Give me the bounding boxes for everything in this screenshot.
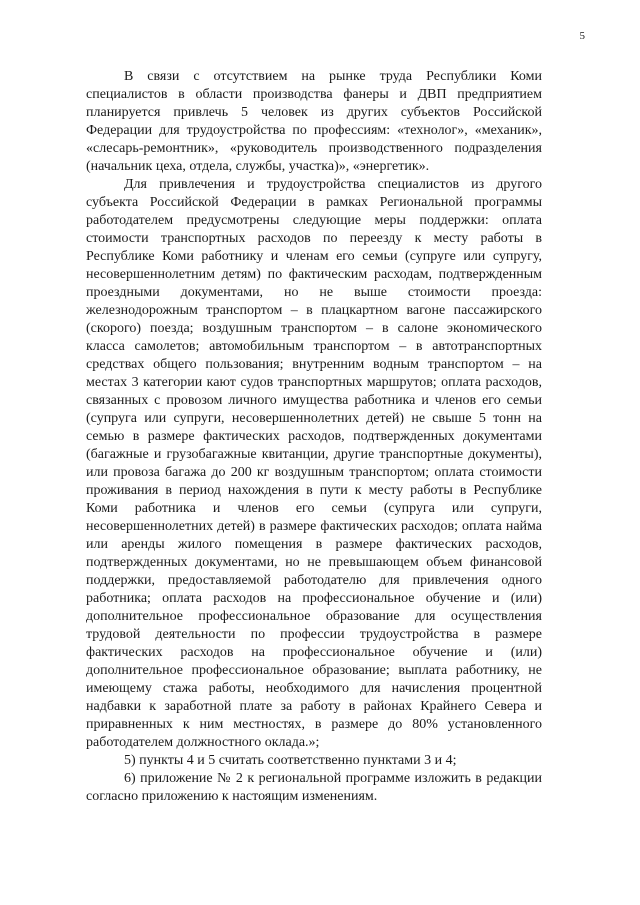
paragraph-specialists-shortage: В связи с отсутствием на рынке труда Республики Коми специалистов в области производства фанеры и ДВП предприятием планируется привлечь 5 человек из других субъектов Российской Федерации для трудоустройства по профессиям: «технолог», «механик», «слесарь-ремонтник», «руководитель производственного подразделения (начальник цеха, отдела, службы, участка)», «энергетик».: [86, 69, 542, 174]
paragraph-item-5: 5) пункты 4 и 5 считать соответственно пунктами 3 и 4;: [124, 753, 457, 768]
page-number: 5: [579, 30, 585, 42]
paragraph-support-measures: Для привлечения и трудоустройства специалистов из другого субъекта Российской Федерации в рамках Региональной программы работодателем предусмотрены следующие меры поддержки: оплата стоимости транспортных расходов по переезду к месту работы в Республике Коми работнику и членам его семьи (супруге или супругу, несовершеннолетним детям) по фактическим расходам, подтвержденным проездными документами, но не выше стоимости проезда: железнодорожным транспортом – в плацкартном вагоне пассажирского (скорого) поезда; воздушным транспортом – в салоне экономического класса самолетов; автомобильным транспортом – в автотранспортных средствах общего пользования; внутренним водным транспортом – на местах 3 категории кают судов транспортных маршрутов; оплата расходов, связанных с провозом личного имущества работника и членов его семьи (супруга или супруги, несовершеннолетних детей) не свыше 5 тонн на семью в размере фактических расходов, подтвержденных документами (багажные и грузобагажные квитанции, другие транспортные документы), или провоза багажа до 200 кг воздушным транспортом; оплата стоимости проживания в период нахождения в пути к месту работы в Республике Коми работника и членов его семьи (супруга или супруги, несовершеннолетних детей) в размере фактических расходов; оплата найма или аренды жилого помещения в размере фактических расходов, подтвержденных документами, но не превышающем объем финансовой поддержки, предоставляемой работодателю для привлечения одного работника; оплата расходов на профессиональное обучение и (или) дополнительное профессиональное образование для осуществления трудовой деятельности по профессии трудоустройства в размере фактических расходов на профессиональное обучение и (или) дополнительное профессиональное образование; выплата работнику, не имеющему стажа работы, необходимого для начисления процентной надбавки к заработной плате за работу в районах Крайнего Севера и приравненных к ним местностях, в размере до 80% установленного работодателем должностного оклада.»;: [86, 177, 542, 750]
paragraph-item-6: 6) приложение № 2 к региональной программе изложить в редакции согласно приложению к настоящим изменениям.: [86, 771, 542, 804]
document-body: [86, 68, 542, 806]
